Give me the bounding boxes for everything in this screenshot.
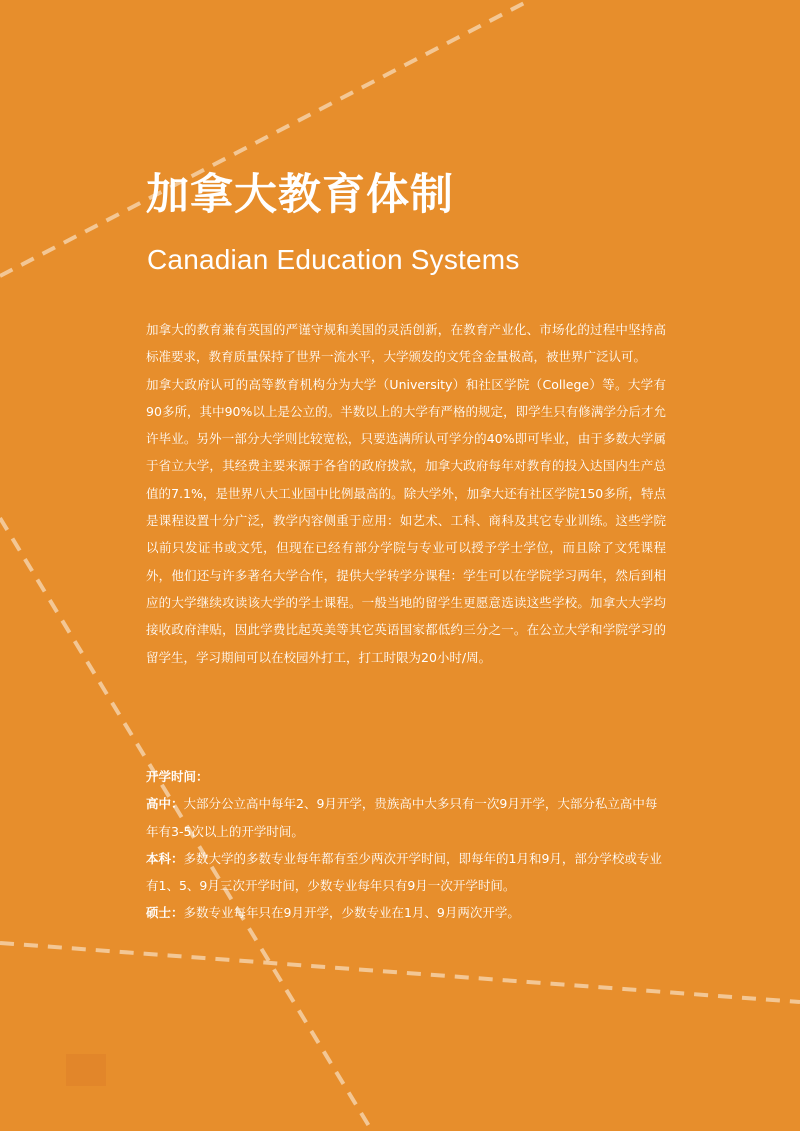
- page-title-chinese: 加拿大教育体制: [146, 170, 454, 220]
- enrollment-schedule: [146, 763, 666, 927]
- schedule-item-high-school: [146, 790, 666, 845]
- paragraph-institutions: 加拿大政府认可的高等教育机构分为大学（University）和社区学院（College）等。大学有90多所，其中90%以上是公立的。半数以上的大学有严格的规定，即学生只有修满学分后才允许毕业。另外一部分大学则比较宽松，只要选满所认可学分的40%即可毕业，由于多数大学属于省立大学，其经费主要来源于各省的政府拨款，加拿大政府每年对教育的投入达国内生产总值的7.1%，是世界八大工业国中比例最高的。除大学外，加拿大还有社区学院150多所，特点是课程设置十分广泛，教学内容侧重于应用：如艺术、工科、商科及其它专业训练。这些学院以前只发证书或文凭，但现在已经有部分学院与专业可以授予学士学位，而且除了文凭课程外，他们还与许多著名大学合作，提供大学转学分课程：学生可以在学院学习两年，然后到相应的大学继续攻读该大学的学士课程。一般当地的留学生更愿意选读这些学校。加拿大大学均接收政府津贴，因此学费比起英美等其它英语国家都低约三分之一。在公立大学和学院学习的留学生，学习期间可以在校园外打工，打工时限为20小时/周。: [146, 376, 666, 665]
- schedule-term-text: 多数大学的多数专业每年都有至少两次开学时间，即每年的1月和9月，部分学校或专业有1、5、9月三次开学时间，少数专业每年只有9月一次开学时间。: [146, 850, 662, 894]
- schedule-item-undergraduate: [146, 845, 666, 900]
- schedule-term-label: 硕士：: [146, 905, 184, 921]
- schedule-term-text: 大部分公立高中每年2、9月开学，贵族高中大多只有一次9月开学，大部分私立高中每年有3-5次以上的开学时间。: [146, 796, 658, 839]
- page-title-english: Canadian Education Systems: [147, 244, 520, 275]
- body-text: [146, 316, 666, 671]
- schedule-heading: 开学时间：: [146, 769, 209, 784]
- schedule-item-master: [146, 899, 666, 926]
- page-corner-mark: [66, 1054, 106, 1086]
- schedule-term-label: 本科：: [146, 850, 184, 866]
- dashed-line-top-diagonal: [0, 0, 530, 276]
- schedule-term-label: 高中：: [146, 796, 184, 812]
- schedule-term-text: 多数专业每年只在9月开学，少数专业在1月、9月两次开学。: [183, 905, 520, 921]
- paragraph-intro: 加拿大的教育兼有英国的严谨守规和美国的灵活创新，在教育产业化、市场化的过程中坚持高标准要求，教育质量保持了世界一流水平，大学颁发的文凭含金量极高，被世界广泛认可。: [146, 322, 666, 365]
- dashed-line-bottom: [0, 943, 800, 1002]
